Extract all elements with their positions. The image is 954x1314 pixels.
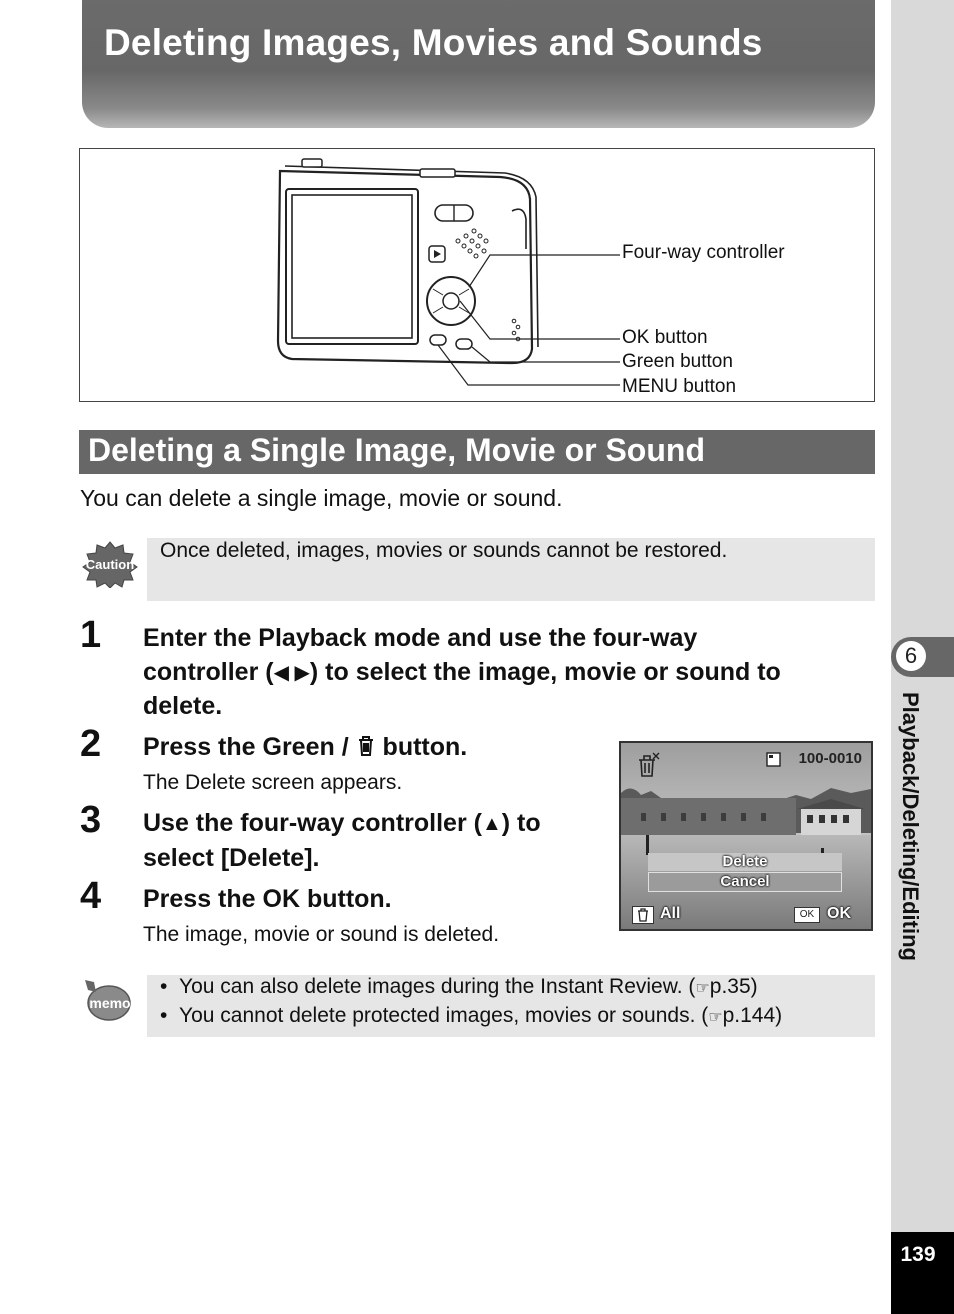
step-1-line-2 [143,656,883,691]
page-title: Deleting Images, Movies and Sounds [104,22,763,63]
screen-file-number: 100-0010 [798,750,862,767]
section-intro: You can delete a single image, movie or sound. [80,485,563,511]
trash-all-icon [632,906,654,924]
delete-screen-illustration [619,741,873,931]
step-1-number: 1 [80,614,102,656]
step-4-number: 4 [80,875,102,917]
chapter-label: Playback/Deleting/Editing [898,692,923,961]
memo-item-1-text: You can also delete images during the Instant Review. ( [179,975,696,998]
memo-bullet-1: • [160,975,168,998]
camera-diagram [79,148,875,402]
step-1-line-2-end: ) to select the image, movie or sound to [309,657,781,686]
callout-four-way-controller: Four-way controller [622,242,785,263]
screen-menu-cancel[interactable]: Cancel [648,872,842,892]
caution-icon-label: Caution [85,557,135,572]
step-2-text-start: Press the Green / [143,733,356,761]
title-banner [82,0,875,128]
screen-menu [648,853,842,892]
memo-icon-label: memo [89,995,131,1011]
step-2-note: The Delete screen appears. [143,771,403,794]
step-4-text: Press the OK button. [143,885,392,913]
step-3-line-1-start: Use the four-way controller ( [143,809,482,837]
callout-ok-button: OK button [622,327,708,348]
page-number: 139 [900,1243,936,1266]
section-heading [79,430,875,474]
camera-illustration [80,149,874,401]
step-3-text [143,807,541,875]
up-arrow-icon: ▲ [481,813,502,835]
step-2-text [143,731,467,765]
left-right-arrow-icon: ◀ ▶ [273,661,310,684]
screen-delete-all-label: All [660,905,681,922]
trash-icon [356,735,376,757]
memo-item-2-ref: p.144) [722,1004,783,1027]
step-1-line-3: delete. [143,692,223,720]
caution-text: Once deleted, images, movies or sounds cannot be restored. [160,539,728,562]
step-3-line-1-end: ) to [501,809,541,837]
callout-green-button: Green button [622,351,733,372]
memo-item-2-text: You cannot delete protected images, movies or sounds. ( [179,1004,709,1027]
chapter-number: 6 [896,641,926,671]
section-title: Deleting a Single Image, Movie or Sound [88,432,705,468]
folder-icon [766,752,782,768]
screen-menu-delete[interactable]: Delete [648,853,842,871]
screen-ok-label: OK [827,905,851,922]
step-1-line-2-start: controller ( [143,657,274,686]
callout-menu-button: MENU button [622,376,737,397]
screen-bottom-bar [621,901,871,927]
memo-icon [82,978,132,1024]
step-1-text [143,622,883,724]
memo-item-1 [160,975,758,999]
step-3-line-2: select [Delete]. [143,843,320,872]
step-1-line-1: Enter the Playback mode and use the four-way [143,624,698,652]
step-4-note: The image, movie or sound is deleted. [143,923,500,946]
memo-item-1-ref: p.35) [709,975,758,998]
reference-icon: ☞ [708,1009,723,1026]
memo-bullet-2: • [160,1004,168,1027]
caution-icon [82,540,138,588]
memo-item-2 [160,1004,782,1028]
reference-icon: ☞ [695,980,710,997]
step-3-line-1 [143,807,541,842]
delete-mode-icon [635,751,661,779]
step-2-number: 2 [80,723,102,765]
step-3-number: 3 [80,799,102,841]
step-2-text-end: button. [375,733,468,761]
ok-badge-icon: OK [794,907,820,923]
